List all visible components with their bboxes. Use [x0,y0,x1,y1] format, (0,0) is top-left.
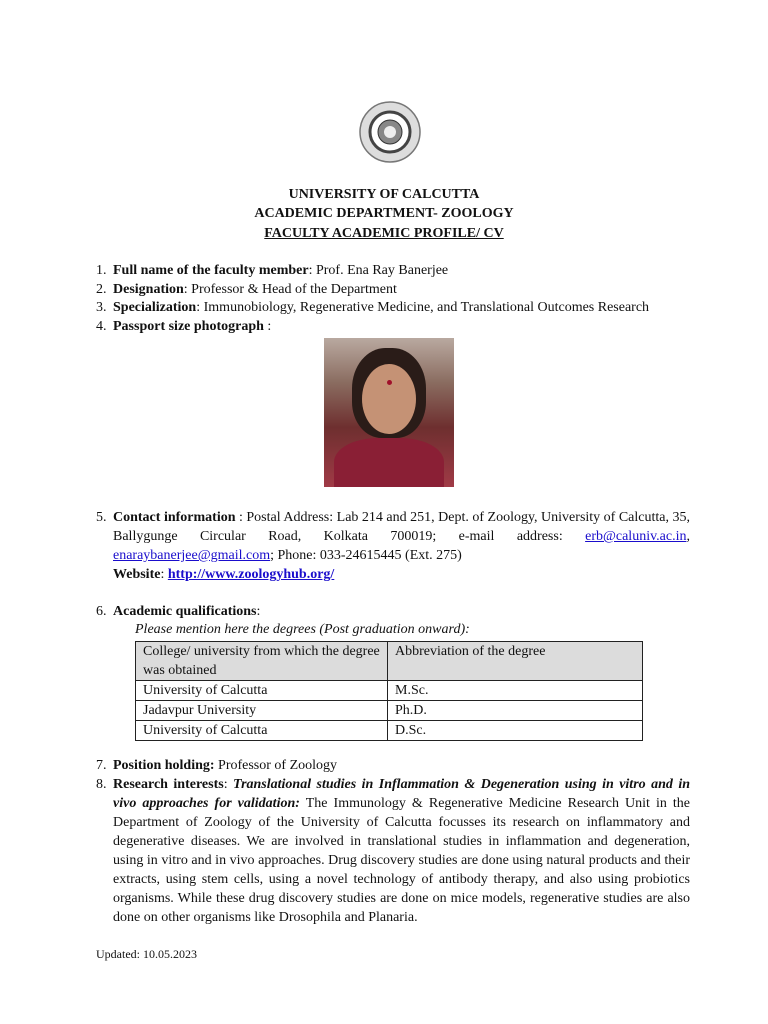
item-number: 3. [96,300,107,315]
separator: , [686,529,690,544]
photo-saree [334,438,444,487]
email-link-gmail[interactable]: enaraybanerjee@gmail.com [113,548,271,563]
field-label: Contact information [113,510,236,525]
item-academic-qualifications [96,602,690,621]
item-number: 2. [96,282,107,297]
table-row [136,681,643,701]
qualifications-instruction: Please mention here the degrees (Post graduation onward): [135,622,470,637]
field-label: Research interests [113,777,224,792]
item-contact-information [96,508,690,584]
table-row [136,701,643,721]
email-link-caluniv[interactable]: erb@caluniv.ac.in [585,529,687,544]
field-value: Professor of Zoology [214,758,338,773]
research-description: The Immunology & Regenerative Medicine Research Unit in the Department of Zoology of the University of Calcutta focusses its research on inflammatory and degenerative diseases. We are involved in translational studies in inflammation and degeneration, using in vitro and in vivo approaches. Drug discovery studies are done using natural products and their extracts, using stem cells, using a novel technology of antibody therapy, and also using probiotics organisms. While these drug discovery studies are done on mice models, regenerative studies are also done on other organisms like Drosophila and Planaria. [113,796,691,925]
item-number: 6. [96,604,107,619]
field-value: : Immunobiology, Regenerative Medicine, and Translational Outcomes Research [196,300,650,315]
university-title: UNIVERSITY OF CALCUTTA [288,187,480,202]
photo-face [362,364,416,434]
item-research-interests [96,775,690,927]
item-number: 7. [96,758,107,773]
item-photograph [96,317,690,336]
field-value: : Professor & Head of the Department [183,282,397,297]
website-label: Website [113,567,161,582]
qualifications-table [135,641,643,741]
item-specialization [96,298,690,317]
updated-date: Updated: 10.05.2023 [96,947,197,961]
photo-bindi [387,380,392,385]
item-full-name [96,261,690,280]
field-label: Designation [113,282,184,297]
field-value: : [263,319,272,334]
field-value: : Prof. Ena Ray Banerjee [308,263,449,278]
department-title: ACADEMIC DEPARTMENT- ZOOLOGY [254,206,514,221]
degree-cell: M.Sc. [388,681,643,701]
field-label: Passport size photograph [113,319,264,334]
website-link[interactable]: http://www.zoologyhub.org/ [167,567,335,582]
item-number: 8. [96,777,107,792]
research-title: Translational studies in Inflammation & Degeneration using in vitro and in vivo approaches for validation: [113,777,690,811]
institution-cell: University of Calcutta [136,681,388,701]
table-row [136,721,643,741]
institution-cell: Jadavpur University [136,701,388,721]
header-institution: College/ university from which the degree was obtained [136,642,388,681]
field-label: Academic qualifications [113,604,257,619]
separator: : [160,567,168,582]
separator: : [223,777,234,792]
faculty-photograph [324,338,454,487]
field-label: Specialization [113,300,197,315]
header-degree: Abbreviation of the degree [388,642,643,681]
university-seal-logo [358,100,422,164]
institution-cell: University of Calcutta [136,721,388,741]
item-number: 1. [96,263,107,278]
item-number: 5. [96,510,107,525]
field-label: Position holding: [113,758,215,773]
degree-cell: Ph.D. [388,701,643,721]
phone-text: ; Phone: 033-24615445 (Ext. 275) [270,548,462,563]
profile-title: FACULTY ACADEMIC PROFILE/ CV [264,226,504,241]
item-designation [96,280,690,299]
degree-cell: D.Sc. [388,721,643,741]
field-label: Full name of the faculty member [113,263,309,278]
separator: : [256,604,261,619]
item-position [96,756,690,775]
table-header-row [136,642,643,681]
item-number: 4. [96,319,107,334]
postal-address: : Postal Address: Lab 214 and 251, Dept. of Zoology, University of Calcutta, 35, Ballygunge Circular Road, Kolkata 700019; e-mail address: [113,510,690,544]
